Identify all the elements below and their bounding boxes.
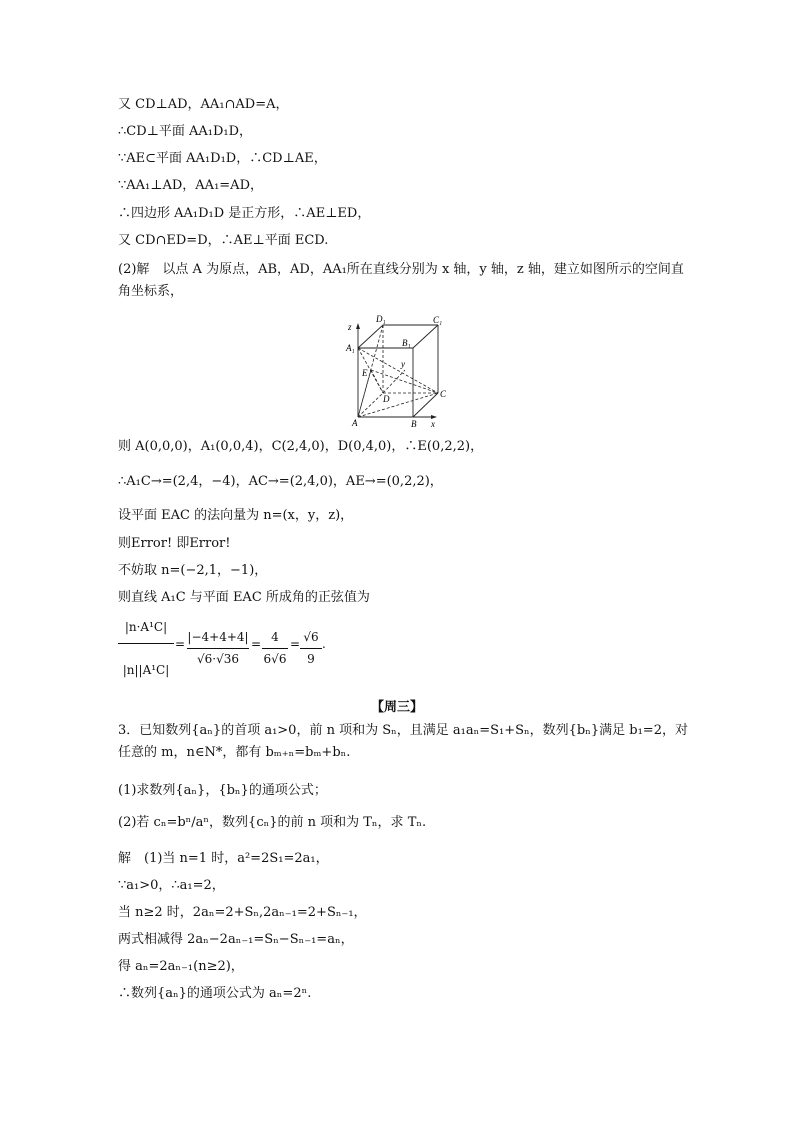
label-z: z bbox=[348, 322, 352, 332]
section-heading: 【周三】 bbox=[370, 700, 423, 715]
solution-line: 解 (1)当 n=1 时，a²=2S₁=2a₁， bbox=[118, 851, 329, 866]
label-b: B bbox=[411, 419, 417, 429]
formula-num3: 4 bbox=[271, 630, 279, 644]
solution-line: 两式相减得 2aₙ−2aₙ₋₁=Sₙ−Sₙ₋₁=aₙ， bbox=[118, 932, 354, 947]
text-line: ∴四边形 AA₁D₁D 是正方形，∴AE⊥ED， bbox=[118, 206, 371, 221]
formula-eq: = bbox=[251, 637, 262, 651]
formula-den1: |n||A¹C| bbox=[122, 663, 170, 677]
label-b1: B₁ bbox=[402, 338, 411, 348]
text-line: 则 A(0,0,0)，A₁(0,0,4)，C(2,4,0)，D(0,4,0)，∴E(0,2,2)， bbox=[118, 439, 484, 454]
text-line: 又 CD∩ED=D，∴AE⊥平面 ECD. bbox=[118, 233, 329, 248]
text-line: ∵AE⊂平面 AA₁D₁D，∴CD⊥AE， bbox=[118, 151, 327, 166]
formula-den4: 9 bbox=[307, 652, 315, 666]
solution-line: ∴数列{aₙ}的通项公式为 aₙ=2ⁿ. bbox=[118, 986, 312, 1001]
label-e: E bbox=[362, 368, 368, 378]
text-line: 设平面 EAC 的法向量为 n=(x，y，z)， bbox=[118, 508, 354, 523]
solution-line: 当 n≥2 时，2aₙ=2+Sₙ,2aₙ₋₁=2+Sₙ₋₁， bbox=[118, 905, 367, 920]
cuboid-figure bbox=[345, 312, 455, 432]
text-line: 不妨取 n=(−2,1，−1)， bbox=[118, 563, 268, 578]
text-line: 则Error! 即Error! bbox=[118, 536, 231, 551]
text-line: ∴A₁C→=(2,4，−4)，AC→=(2,4,0)，AE→=(0,2,2)， bbox=[118, 474, 443, 489]
label-x: x bbox=[431, 419, 435, 429]
formula-eq: = bbox=[175, 637, 186, 651]
problem3-q2: (2)若 cₙ=bⁿ/aⁿ，数列{cₙ}的前 n 项和为 Tₙ，求 Tₙ. bbox=[118, 815, 427, 830]
solution-line: ∵a₁>0，∴a₁=2， bbox=[118, 878, 225, 893]
formula-num4: √6 bbox=[303, 630, 319, 644]
formula-num2: |−4+4+4| bbox=[187, 630, 249, 644]
formula-den2: √6·√36 bbox=[196, 652, 239, 666]
formula-num1: |n·A¹C| bbox=[124, 620, 168, 634]
label-c1: C₁ bbox=[433, 315, 443, 325]
part2-text: (2)解 以点 A 为原点，AB，AD，AA₁所在直线分别为 x 轴，y 轴，z 轴，建立如图所示的空间直角坐标系， bbox=[118, 262, 684, 299]
text-line: 则直线 A₁C 与平面 EAC 所成角的正弦值为 bbox=[118, 590, 370, 605]
label-a: A bbox=[352, 418, 358, 428]
text-line: ∴CD⊥平面 AA₁D₁D， bbox=[118, 124, 253, 139]
problem3-statement: 3．已知数列{aₙ}的首项 a₁>0，前 n 项和为 Sₙ，且满足 a₁aₙ=S₁+Sₙ，数列{bₙ}满足 b₁=2，对任意的 m，n∈N*，都有 bₘ₊ₙ=bₘ+bₙ. bbox=[118, 723, 688, 760]
label-d1: D₁ bbox=[376, 314, 386, 324]
solution-line: 得 aₙ=2aₙ₋₁(n≥2)， bbox=[118, 959, 244, 974]
label-c: C bbox=[440, 389, 447, 399]
formula-eq: = bbox=[290, 637, 301, 651]
label-y: y bbox=[401, 359, 405, 369]
text-line: 又 CD⊥AD，AA₁∩AD=A， bbox=[118, 97, 289, 112]
problem3-q1: (1)求数列{aₙ}，{bₙ}的通项公式； bbox=[118, 783, 327, 798]
formula-end: . bbox=[322, 637, 326, 651]
formula-den3: 6√6 bbox=[263, 652, 287, 666]
label-d: D bbox=[383, 394, 390, 404]
label-a1: A₁ bbox=[346, 343, 355, 353]
text-line: ∵AA₁⊥AD，AA₁=AD， bbox=[118, 178, 263, 193]
